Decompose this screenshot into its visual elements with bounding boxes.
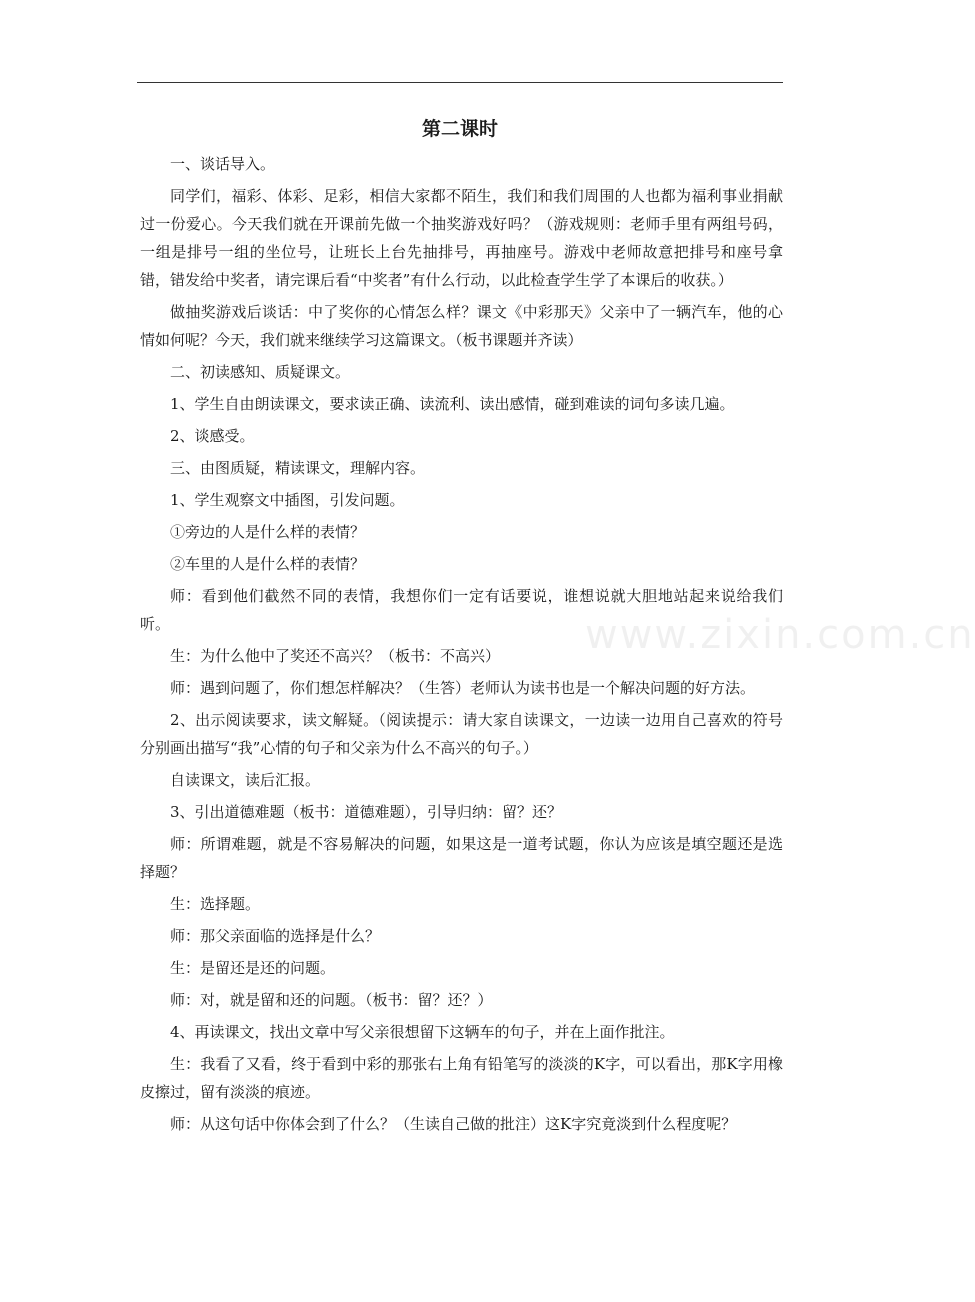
paragraph: 师：那父亲面临的选择是什么？ <box>170 927 381 945</box>
paragraph: 1、学生观察文中插图，引发问题。 <box>170 491 405 509</box>
watermark: www.zixin.com.cn <box>585 612 975 658</box>
document-body <box>140 150 783 1142</box>
paragraph: 师：遇到问题了，你们想怎样解决？（生答）老师认为读书也是一个解决问题的好方法。 <box>170 679 756 697</box>
paragraph: 生：选择题。 <box>170 895 261 913</box>
paragraph: ①旁边的人是什么样的表情？ <box>170 523 366 541</box>
paragraph: 4、再读课文，找出文章中写父亲很想留下这辆车的句子，并在上面作批注。 <box>170 1023 675 1041</box>
header-rule <box>137 82 783 83</box>
paragraph: ②车里的人是什么样的表情？ <box>170 555 366 573</box>
paragraph: 生：是留还是还的问题。 <box>170 959 336 977</box>
paragraph: 1、学生自由朗读课文，要求读正确、读流利、读出感情，碰到难读的词句多读几遍。 <box>170 395 735 413</box>
paragraph: 自读课文，读后汇报。 <box>170 771 321 789</box>
paragraph: 2、出示阅读要求，读文解疑。（阅读提示：请大家自读课文，一边读一边用自己喜欢的符号分别画出描写“我”心情的句子和父亲为什么不高兴的句子。） <box>140 711 783 757</box>
paragraph: 一、谈话导入。 <box>170 155 276 173</box>
paragraph: 师：所谓难题，就是不容易解决的问题，如果这是一道考试题，你认为应该是填空题还是选择题？ <box>140 835 783 881</box>
paragraph: 生：为什么他中了奖还不高兴？（板书：不高兴） <box>170 647 501 665</box>
paragraph: 2、谈感受。 <box>170 427 255 445</box>
paragraph: 同学们，福彩、体彩、足彩，相信大家都不陌生，我们和我们周围的人也都为福利事业捐献过一份爱心。今天我们就在开课前先做一个抽奖游戏好吗？（游戏规则：老师手里有两组号码，一组是排号一组的坐位号，让班长上台先抽排号，再抽座号。游戏中老师故意把排号和座号拿错，错发给中奖者，请完课后看“中奖者”有什么行动，以此检查学生学了本课后的收获。） <box>140 187 783 289</box>
paragraph: 二、初读感知、质疑课文。 <box>170 363 351 381</box>
paragraph: 师：从这句话中你体会到了什么？（生读自己做的批注）这K字究竟淡到什么程度呢？ <box>170 1115 737 1133</box>
paragraph: 师：看到他们截然不同的表情，我想你们一定有话要说，谁想说就大胆地站起来说给我们听。 <box>140 587 783 633</box>
paragraph: 师：对，就是留和还的问题。（板书：留？还？） <box>170 991 493 1009</box>
paragraph: 做抽奖游戏后谈话：中了奖你的心情怎么样？课文《中彩那天》父亲中了一辆汽车，他的心情如何呢？今天，我们就来继续学习这篇课文。（板书课题并齐读） <box>140 303 783 349</box>
page-title: 第二课时 <box>421 118 498 140</box>
paragraph: 三、由图质疑，精读课文，理解内容。 <box>170 459 426 477</box>
paragraph: 3、引出道德难题（板书：道德难题），引导归纳：留？还？ <box>170 803 563 821</box>
paragraph: 生：我看了又看，终于看到中彩的那张右上角有铅笔写的淡淡的K字，可以看出，那K字用橡皮擦过，留有淡淡的痕迹。 <box>140 1055 783 1101</box>
